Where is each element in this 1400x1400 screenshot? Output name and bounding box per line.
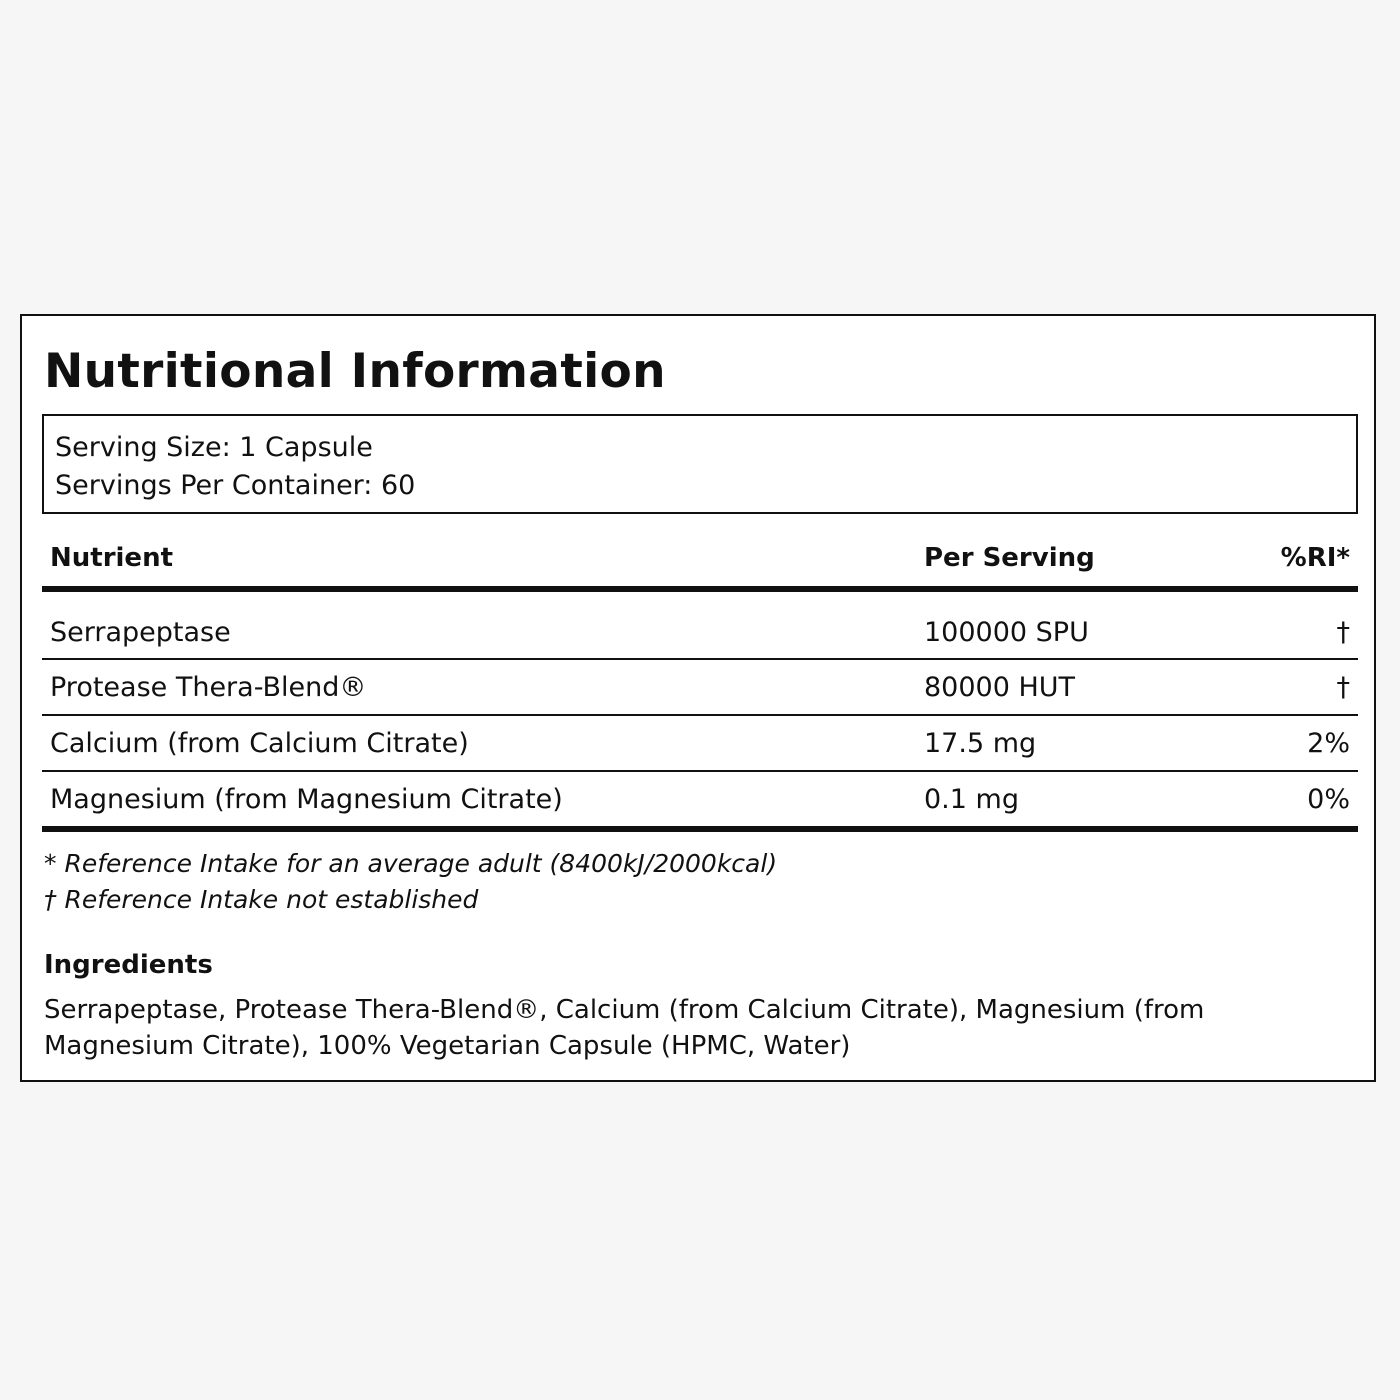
nutrient-name: Magnesium (from Magnesium Citrate) [50, 784, 563, 815]
nutrient-ri: 2% [1307, 728, 1350, 759]
table-row [42, 592, 1358, 647]
table-row [42, 716, 1358, 770]
nutrient-table [42, 534, 1358, 832]
nutrient-ri: 0% [1307, 784, 1350, 815]
nutrient-amount: 80000 HUT [924, 672, 1076, 703]
nutrient-ri: † [1336, 617, 1350, 648]
ingredients-heading: Ingredients [44, 950, 213, 980]
serving-info-box [42, 414, 1358, 514]
header-nutrient: Nutrient [50, 543, 174, 573]
servings-per-container: Servings Per Container: 60 [55, 470, 416, 501]
footnotes [44, 846, 777, 918]
nutrient-name: Serrapeptase [50, 617, 231, 648]
header-per-serving: Per Serving [924, 543, 1095, 573]
table-row [42, 660, 1358, 714]
nutrient-ri: † [1336, 672, 1350, 703]
table-row [42, 772, 1358, 826]
nutrition-panel [20, 314, 1376, 1082]
nutrient-name: Protease Thera-Blend® [50, 672, 367, 703]
serving-size: Serving Size: 1 Capsule [55, 432, 373, 463]
ingredients-list: Serrapeptase, Protease Thera-Blend®, Calcium (from Calcium Citrate), Magnesium (from Magnesium Citrate), 100% Vegetarian Capsule (HPMC, Water) [44, 995, 1205, 1061]
nutrient-amount: 100000 SPU [924, 617, 1089, 648]
nutrient-amount: 17.5 mg [924, 728, 1037, 759]
footnote-reference-intake: * Reference Intake for an average adult (8400kJ/2000kcal) [44, 849, 778, 878]
panel-title: Nutritional Information [44, 344, 666, 399]
table-header-row [42, 534, 1358, 586]
nutrient-amount: 0.1 mg [924, 784, 1019, 815]
header-ri: %RI* [1280, 543, 1350, 573]
footnote-not-established: † Reference Intake not established [44, 885, 479, 914]
nutrient-name: Calcium (from Calcium Citrate) [50, 728, 469, 759]
